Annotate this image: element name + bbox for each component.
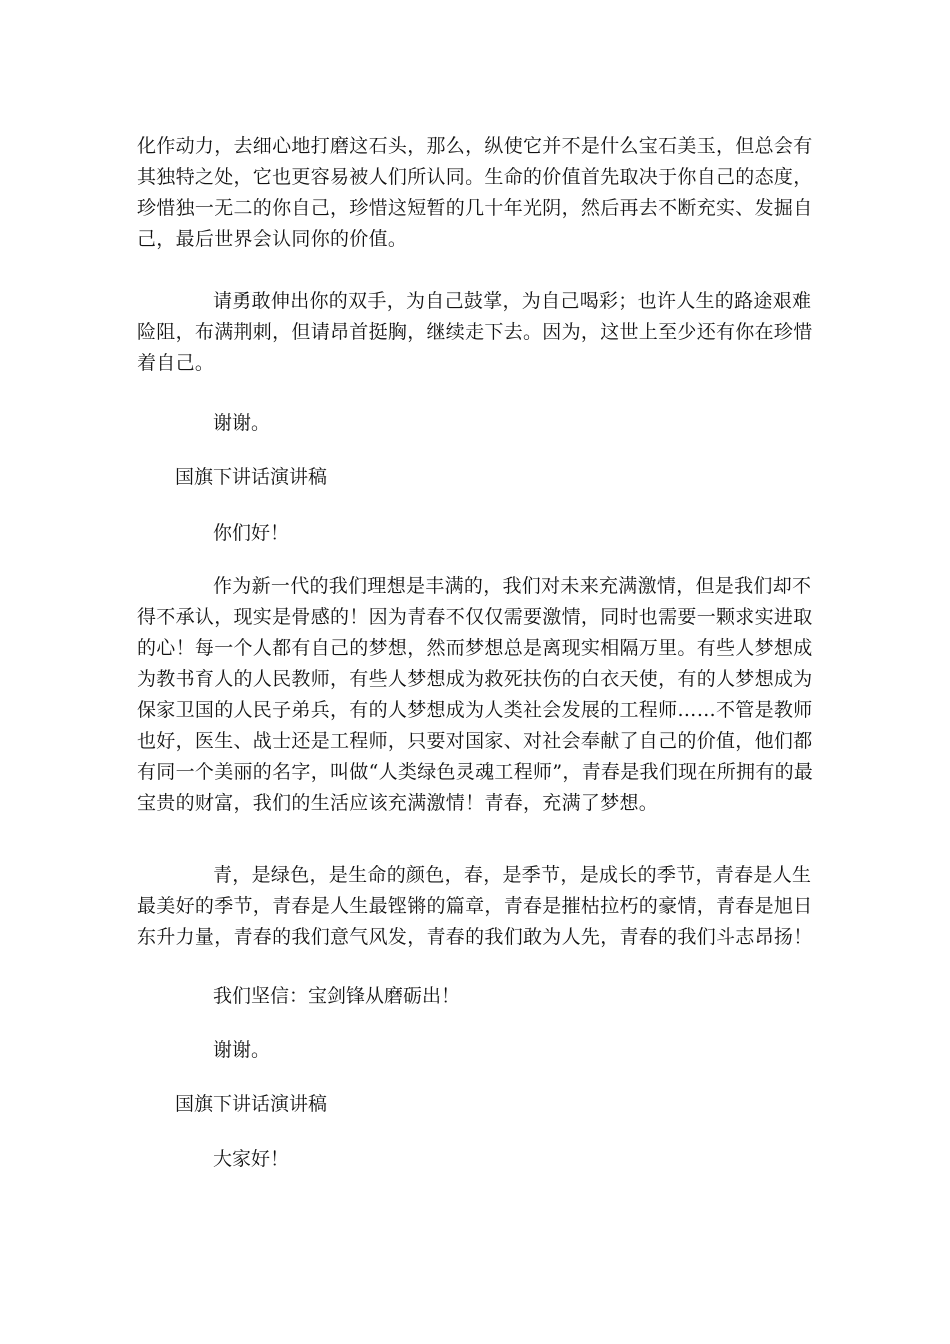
paragraph-youth-green: 青，是绿色，是生命的颜色，春，是季节，是成长的季节，青春是人生最美好的季节，青春是人生最铿锵的篇章，青春是摧枯拉朽的豪情，青春是旭日东升力量，青春的我们意气风发，青春的我们敢为人先，青春的我们斗志昂扬！ [137,864,813,948]
paragraph-youth-dream: 作为新一代的我们理想是丰满的，我们对未来充满激情，但是我们却不得不承认，现实是骨感的！因为青春不仅仅需要激情，同时也需要一颗求实进取的心！每一个人都有自己的梦想，然而梦想总是离现实相隔万里。有些人梦想成为教书育人的人民教师，有些人梦想成为救死扶伤的白衣天使，有的人梦想成为保家卫国的人民子弟兵，有的人梦想成为人类社会发展的工程师……不管是教师也好，医生、战士还是工程师，只要对国家、对社会奉献了自己的价值，他们都有同一个美丽的名字，叫做“人类绿色灵魂工程师”，青春是我们现在所拥有的最宝贵的财富，我们的生活应该充满激情！青春，充满了梦想。 [137,575,814,814]
speech-title: 国旗下讲话演讲稿 [175,466,328,488]
speech-title-second: 国旗下讲话演讲稿 [175,1093,328,1115]
thanks-text-second: 谢谢。 [213,1039,271,1061]
greeting-text: 你们好！ [213,522,290,544]
belief-text: 我们坚信：宝剑锋从磨砺出！ [213,985,461,1007]
thanks-text: 谢谢。 [213,412,271,434]
paragraph-applause: 请勇敢伸出你的双手，为自己鼓掌，为自己喝彩；也许人生的路途艰难险阻，布满荆刺，但请昂首挺胸，继续走下去。因为，这世上至少还有你在珍惜着自己。 [137,290,813,374]
greeting-text-second: 大家好！ [213,1148,290,1170]
paragraph-continued: 化作动力，去细心地打磨这石头，那么，纵使它并不是什么宝石美玉，但总会有其独特之处，它也更容易被人们所认同。生命的价值首先取决于你自己的态度，珍惜独一无二的你自己，珍惜这短暂的几十年光阴，然后再去不断充实、发掘自己，最后世界会认同你的价值。 [137,135,813,250]
